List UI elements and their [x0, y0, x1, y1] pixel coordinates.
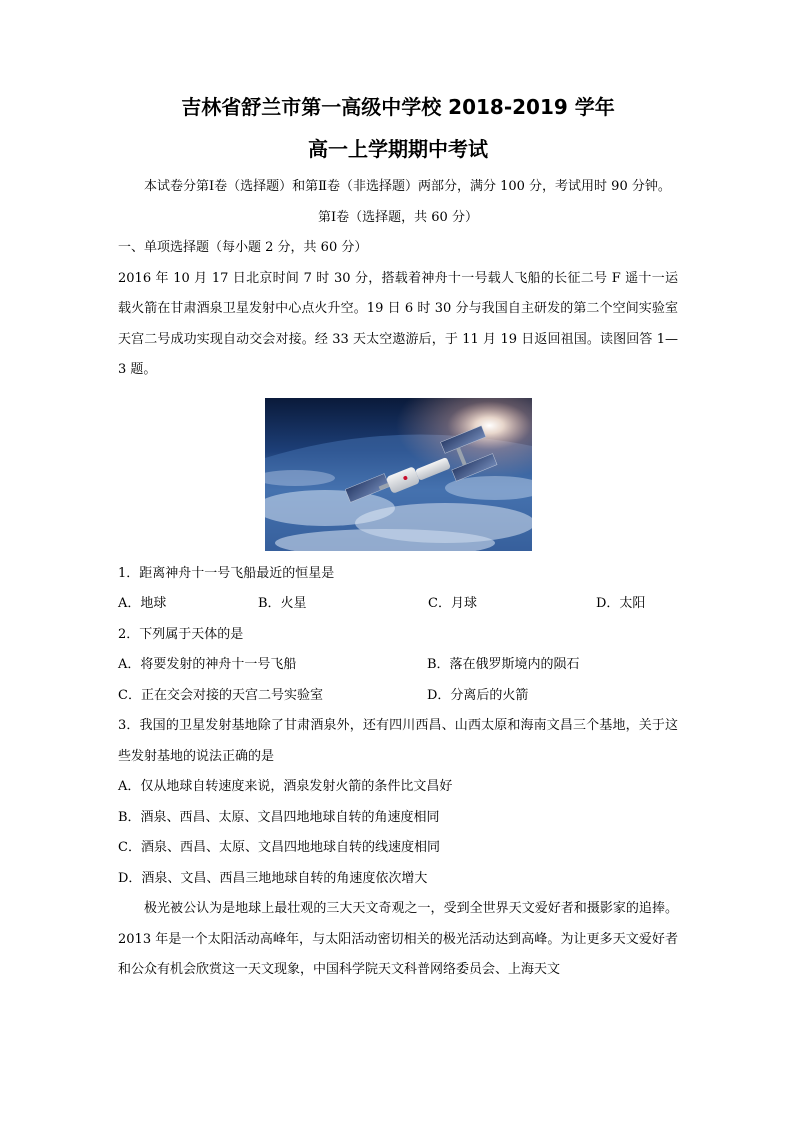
- question-2-options-row1: [118, 650, 678, 681]
- exam-title: 吉林省舒兰市第一高级中学校 2018-2019 学年: [181, 95, 615, 119]
- question-3-option-a: A．仅从地球自转速度来说，酒泉发射火箭的条件比文昌好: [118, 779, 453, 794]
- exam-subtitle: 高一上学期期中考试: [308, 137, 488, 161]
- question-1-option-d: D．太阳: [596, 596, 646, 611]
- question-2-options-row2: [118, 681, 678, 712]
- question-2-stem: 2．下列属于天体的是: [118, 626, 244, 642]
- exam-page: [118, 92, 678, 986]
- spacecraft-docking-image: [265, 398, 532, 551]
- part-title: 一、单项选择题（每小题 2 分，共 60 分）: [118, 240, 368, 255]
- passage-2: 极光被公认为是地球上最壮观的三大天文奇观之一，受到全世界天文爱好者和摄影家的追捧。2013 年是一个太阳活动高峰年，与太阳活动密切相关的极光活动达到高峰。为让更多天文爱好者和公众有机会欣赏这一天文现象，中国科学院天文科普网络委员会、上海天文: [118, 901, 678, 977]
- section-title: 第Ⅰ卷（选择题，共 60 分）: [318, 209, 478, 225]
- question-1-stem: 1．距离神舟十一号飞船最近的恒星是: [118, 565, 335, 581]
- question-2-option-b: B．落在俄罗斯境内的陨石: [427, 657, 580, 672]
- passage-1: 2016 年 10 月 17 日北京时间 7 时 30 分，搭载着神舟十一号载人飞船的长征二号 F 遥十一运载火箭在甘肃酒泉卫星发射中心点火升空。19 日 6 时 30 分与我国自主研发的第二个空间实验室天宫二号成功实现自动交会对接。经 33 天太空遨游后，于 11 月 19 日返回祖国。读图回答 1—3 题。: [118, 270, 678, 377]
- question-1-option-b: B．火星: [258, 596, 307, 611]
- question-3-stem: 3．我国的卫星发射基地除了甘肃酒泉外，还有四川西昌、山西太原和海南文昌三个基地，关于这些发射基地的说法正确的是: [118, 718, 678, 764]
- figure-container: [118, 398, 678, 551]
- question-1-option-a: A．地球: [118, 596, 167, 611]
- question-3-option-c: C．酒泉、西昌、太原、文昌四地地球自转的线速度相同: [118, 840, 440, 855]
- question-2-option-c: C．正在交会对接的天宫二号实验室: [118, 687, 323, 703]
- exam-intro: 本试卷分第Ⅰ卷（选择题）和第Ⅱ卷（非选择题）两部分，满分 100 分，考试用时 90 分钟。: [144, 179, 671, 194]
- question-3-option-d: D．酒泉、文昌、西昌三地地球自转的角速度依次增大: [118, 870, 428, 886]
- question-2-option-a: A．将要发射的神舟十一号飞船: [118, 657, 297, 672]
- question-1-option-c: C．月球: [428, 596, 477, 611]
- question-3-option-b: B．酒泉、西昌、太原、文昌四地地球自转的角速度相同: [118, 809, 440, 825]
- question-1-options: [118, 589, 678, 620]
- question-2-option-d: D．分离后的火箭: [427, 687, 529, 703]
